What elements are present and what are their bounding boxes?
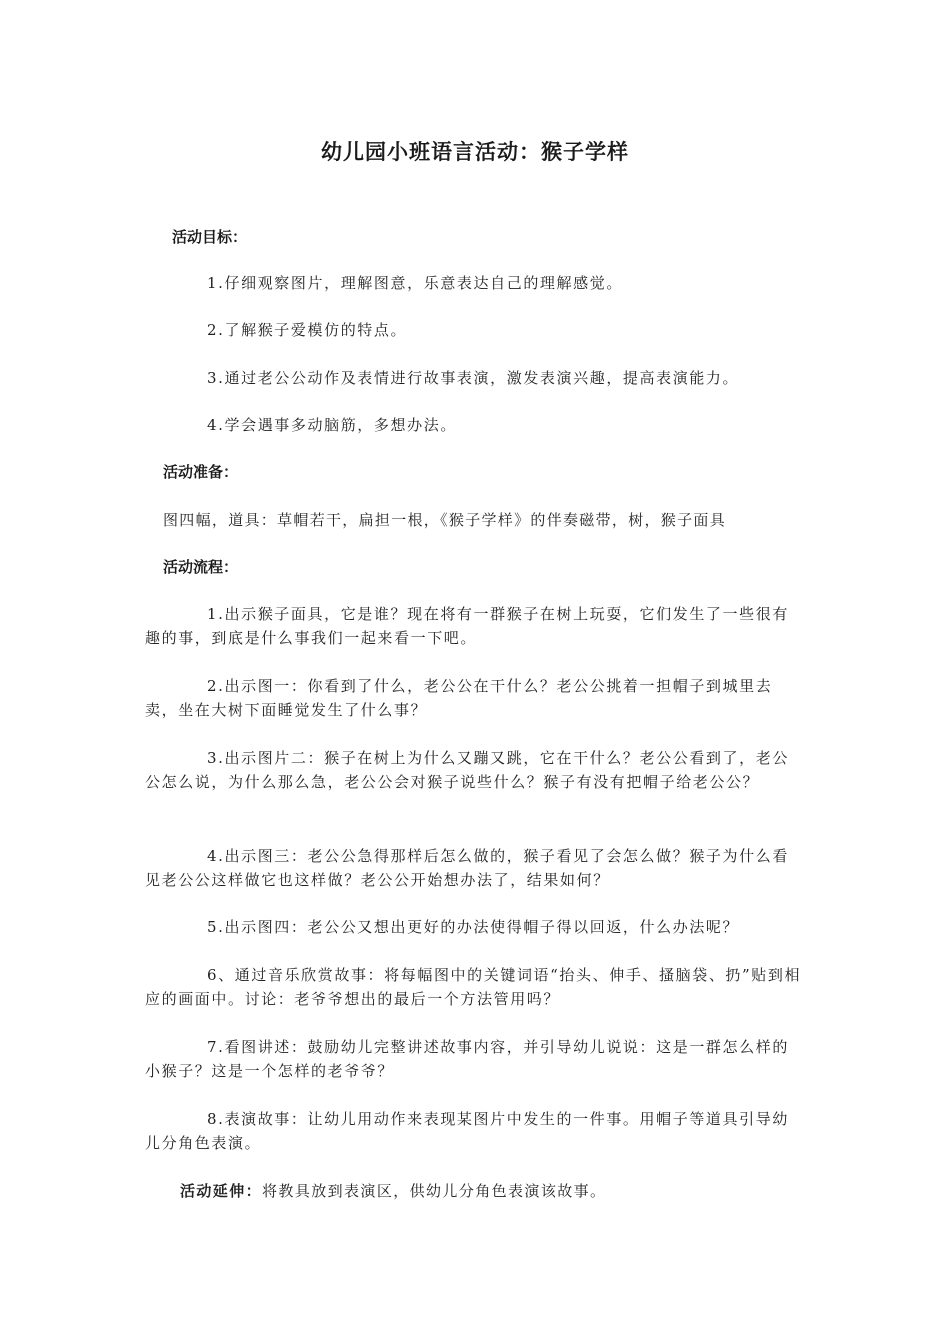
process-step-2: 2.出示图一：你看到了什么，老公公在干什么？老公公挑着一担帽子到城里去卖，坐在大树下面睡觉发生了什么事？ (145, 677, 773, 719)
goals-heading: 活动目标： (172, 228, 248, 246)
goal-item-1: 1.仔细观察图片，理解图意，乐意表达自己的理解感觉。 (207, 274, 623, 292)
goal-item-3: 3.通过老公公动作及表情进行故事表演，激发表演兴趣，提高表演能力。 (207, 369, 740, 387)
extension (180, 1180, 606, 1201)
process-step-8: 8.表演故事：让幼儿用动作来表现某图片中发生的一件事。用帽子等道具引导幼儿分角色表演。 (145, 1110, 789, 1152)
page-title: 幼儿园小班语言活动：猴子学样 (321, 140, 629, 164)
extension-heading: 活动延伸： (180, 1182, 263, 1200)
goal-item-4: 4.学会遇事多动脑筋，多想办法。 (207, 416, 457, 434)
process-heading: 活动流程： (163, 558, 239, 576)
process-step-7: 7.看图讲述：鼓励幼儿完整讲述故事内容，并引导幼儿说说：这是一群怎么样的小猴子？这是一个怎样的老爷爷？ (145, 1038, 789, 1080)
goal-item-2: 2.了解猴子爱模仿的特点。 (207, 321, 408, 339)
process-step-3: 3.出示图片二：猴子在树上为什么又蹦又跳，它在干什么？老公公看到了，老公公怎么说，为什么那么急，老公公会对猴子说些什么？猴子有没有把帽子给老公公？ (145, 749, 789, 791)
process-step-1: 1.出示猴子面具，它是谁？现在将有一群猴子在树上玩耍，它们发生了一些很有趣的事，到底是什么事我们一起来看一下吧。 (145, 605, 789, 647)
prep-text: 图四幅，道具：草帽若干，扁担一根，《猴子学样》的伴奏磁带，树，猴子面具 (163, 511, 727, 529)
extension-text: 将教具放到表演区，供幼儿分角色表演该故事。 (262, 1182, 607, 1200)
process-step-5: 5.出示图四：老公公又想出更好的办法使得帽子得以回返，什么办法呢？ (207, 918, 740, 936)
process-step-6: 6、通过音乐欣赏故事：将每幅图中的关键词语“抬头、伸手、搔脑袋、扔”贴到相应的画面中。讨论：老爷爷想出的最后一个方法管用吗？ (145, 966, 802, 1008)
process-step-4: 4.出示图三：老公公急得那样后怎么做的，猴子看见了会怎么做？猴子为什么看见老公公这样做它也这样做？老公公开始想办法了，结果如何？ (145, 847, 789, 889)
prep-heading: 活动准备： (163, 463, 239, 481)
